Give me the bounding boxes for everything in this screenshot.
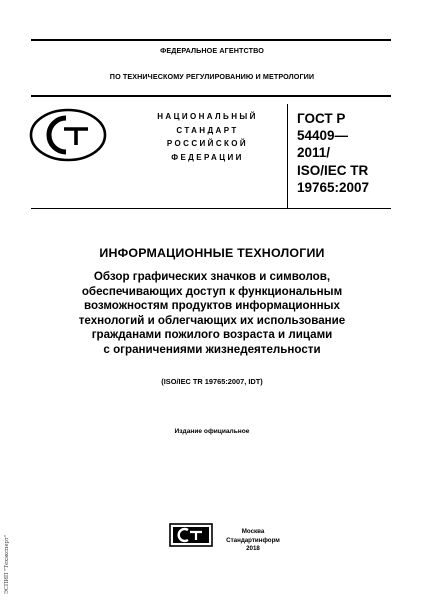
agency-name-line2: ПО ТЕХНИЧЕСКОМУ РЕГУЛИРОВАНИЮ И МЕТРОЛОГИИ (109, 72, 315, 81)
subtitle-line: обеспечивающих доступ к функциональным (81, 284, 343, 298)
subtitle-line: с ограничениями жизнедеятельности (103, 342, 321, 356)
subtitle-line: возможностям продуктов информационных (84, 299, 340, 313)
designation-line: ISO/IEC TR (297, 162, 369, 178)
standard-type-line: НАЦИОНАЛЬНЫЙ (157, 112, 258, 121)
publisher-year: 2018 (246, 545, 260, 553)
publisher-city: Москва (241, 528, 265, 535)
document-title: ИНФОРМАЦИОННЫЕ ТЕХНОЛОГИИ (99, 246, 325, 260)
edition-label: Издание официальное (174, 428, 250, 435)
publisher-block (210, 528, 296, 554)
designation-line: 54409— (297, 128, 349, 144)
standard-type-line: ФЕДЕРАЦИИ (171, 152, 244, 162)
standartinform-logo-icon (169, 523, 213, 547)
subtitle-line: Обзор графических значков и символов, (93, 270, 331, 283)
vertical-divider (287, 104, 288, 208)
standard-type-line: СТАНДАРТ (176, 125, 239, 135)
header-rule (31, 95, 391, 97)
publisher-name: Стандартинформ (226, 536, 280, 544)
standard-type-label (140, 110, 275, 164)
top-rule (31, 39, 391, 41)
designation-line: 2011/ (297, 145, 331, 161)
gost-r-logo-icon (28, 107, 108, 163)
standard-type-line: РОССИЙСКОЙ (166, 139, 249, 148)
agency-name-line1: ФЕДЕРАЛЬНОЕ АГЕНТСТВО (160, 46, 264, 55)
standard-designation (297, 110, 407, 196)
designation-line: 19765:2007 (297, 179, 370, 195)
document-subtitle (0, 270, 424, 358)
side-watermark: ЭСПИП "Техэксперт" (4, 534, 10, 594)
mid-rule (31, 208, 391, 209)
iso-reference: (ISO/IEC TR 19765:2007, IDT) (161, 377, 263, 386)
designation-line: ГОСТ Р (297, 111, 346, 126)
subtitle-line: гражданами пожилого возраста и лицами (91, 328, 333, 342)
subtitle-line: технологий и облегчающих их использование (78, 313, 346, 327)
